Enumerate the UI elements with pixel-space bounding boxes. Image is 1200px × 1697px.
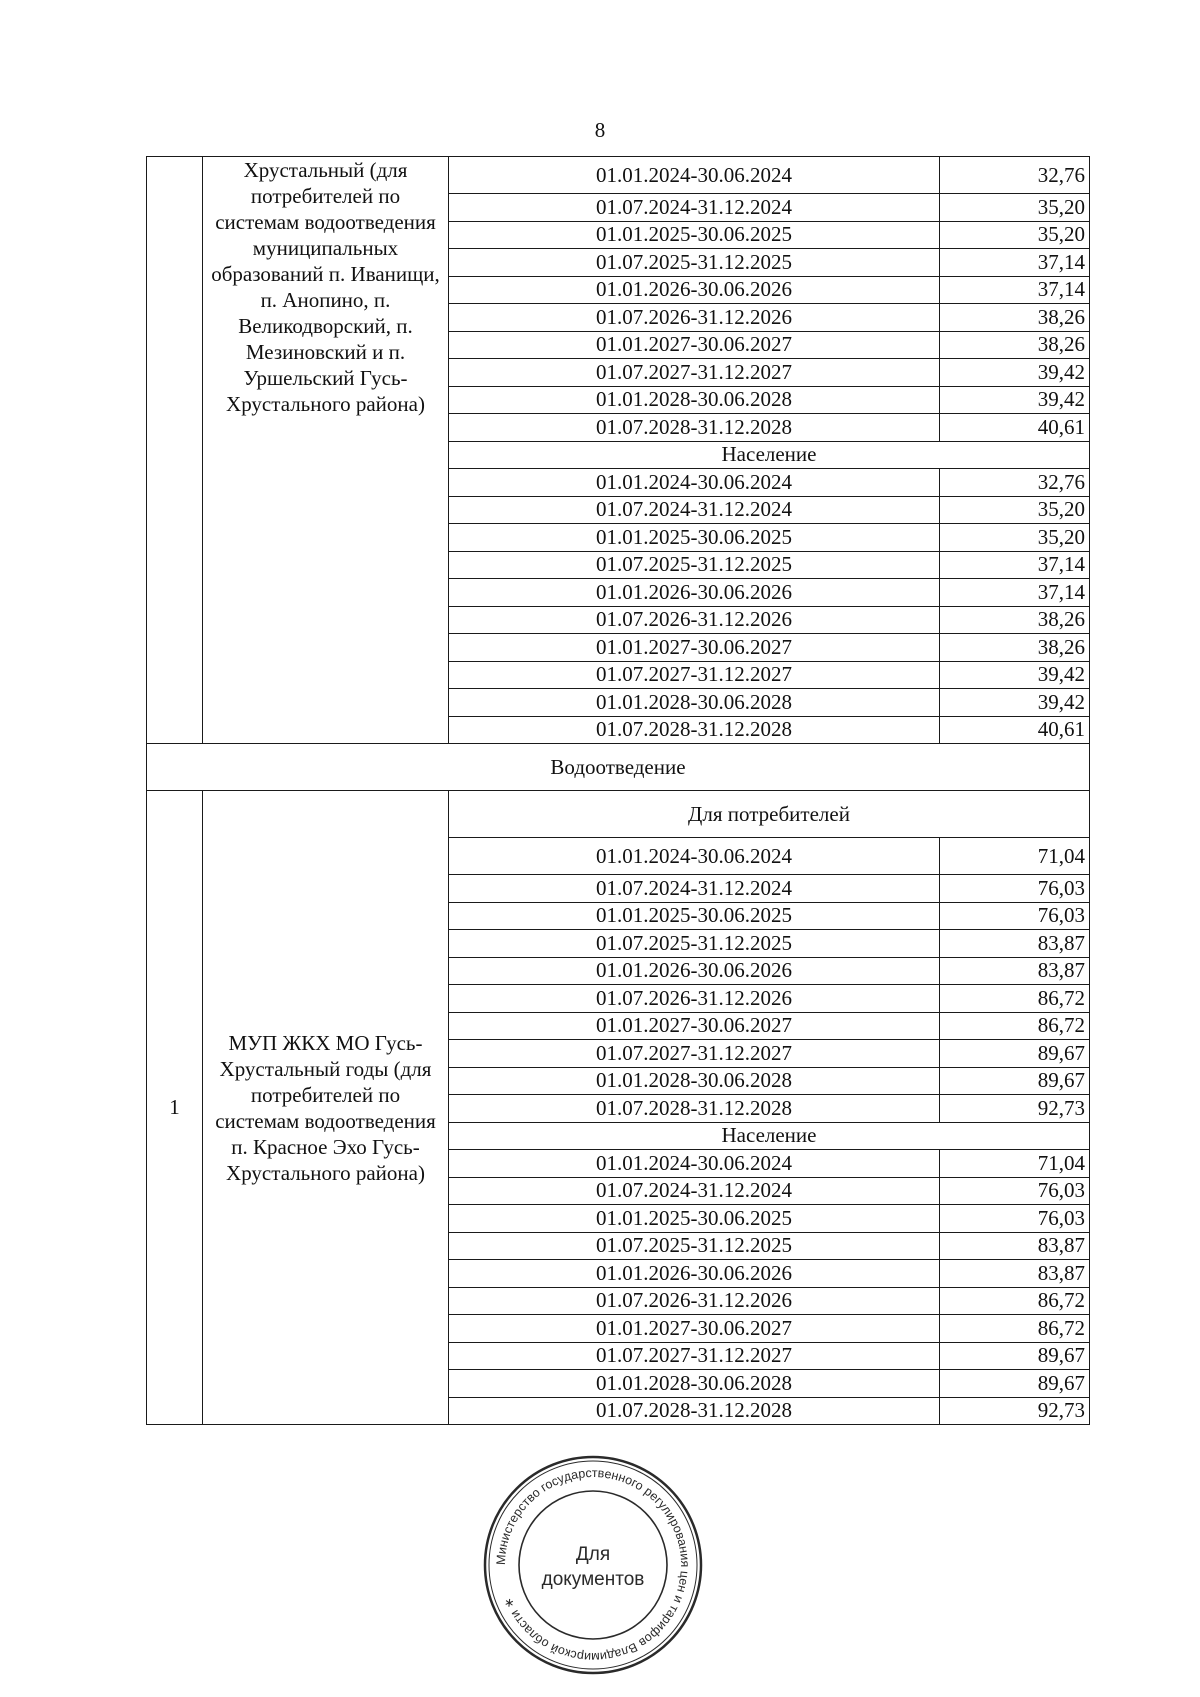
- period-cell: 01.07.2025-31.12.2025: [449, 249, 940, 277]
- period-cell: 01.01.2028-30.06.2028: [449, 1067, 940, 1095]
- stamp-center-line1: Для: [575, 1544, 611, 1565]
- period-cell: 01.07.2025-31.12.2025: [449, 930, 940, 958]
- section-block: [147, 744, 1090, 791]
- period-cell: 01.01.2026-30.06.2026: [449, 1260, 940, 1288]
- tariff-value-cell: 38,26: [940, 606, 1090, 634]
- period-cell: 01.07.2024-31.12.2024: [449, 496, 940, 524]
- organization-name: Хрустальный (для потребителей по системам водоотведения муниципальных образований п. Иванищи, п. Анопино, п. Великодворский, п. Мезиновский и п. Уршельский Гусь-Хрустального района): [203, 157, 449, 744]
- period-cell: 01.07.2028-31.12.2028: [449, 1095, 940, 1123]
- tariff-value-cell: 86,72: [940, 985, 1090, 1013]
- tariff-value-cell: 38,26: [940, 634, 1090, 662]
- row-number-cell: 1: [147, 791, 203, 1425]
- period-cell: 01.01.2026-30.06.2026: [449, 579, 940, 607]
- group-header-row: [147, 791, 1090, 838]
- period-cell: 01.01.2026-30.06.2026: [449, 957, 940, 985]
- period-cell: 01.07.2026-31.12.2026: [449, 985, 940, 1013]
- period-cell: 01.01.2027-30.06.2027: [449, 1012, 940, 1040]
- period-cell: 01.01.2025-30.06.2025: [449, 524, 940, 552]
- tariff-value-cell: 39,42: [940, 386, 1090, 414]
- stamp-inner-ring: [519, 1491, 667, 1639]
- period-cell: 01.01.2027-30.06.2027: [449, 634, 940, 662]
- tariff-value-cell: 86,72: [940, 1287, 1090, 1315]
- tariff-value-cell: 39,42: [940, 689, 1090, 717]
- tariff-value-cell: 32,76: [940, 469, 1090, 497]
- tariff-value-cell: 89,67: [940, 1040, 1090, 1068]
- page-number: 8: [594, 118, 606, 142]
- tariff-value-cell: 86,72: [940, 1012, 1090, 1040]
- tariff-value-cell: 35,20: [940, 524, 1090, 552]
- tariff-value-cell: 37,14: [940, 551, 1090, 579]
- period-cell: 01.01.2027-30.06.2027: [449, 1315, 940, 1343]
- tariff-value-cell: 89,67: [940, 1067, 1090, 1095]
- period-cell: 01.01.2025-30.06.2025: [449, 221, 940, 249]
- tariff-value-cell: 38,26: [940, 304, 1090, 332]
- period-cell: 01.07.2028-31.12.2028: [449, 716, 940, 744]
- tariff-value-cell: 92,73: [940, 1397, 1090, 1425]
- period-cell: 01.07.2027-31.12.2027: [449, 1040, 940, 1068]
- official-stamp: [478, 1450, 708, 1680]
- tariff-value-cell: 39,42: [940, 359, 1090, 387]
- organization-name: МУП ЖКХ МО Гусь-Хрустальный годы (для потребителей по системам водоотведения п. Красное Эхо Гусь-Хрустального района): [203, 791, 449, 1425]
- period-cell: 01.07.2028-31.12.2028: [449, 414, 940, 442]
- period-cell: 01.07.2028-31.12.2028: [449, 1397, 940, 1425]
- period-cell: 01.01.2025-30.06.2025: [449, 902, 940, 930]
- stamp-outer-ring-inner: [489, 1461, 697, 1669]
- period-cell: 01.01.2024-30.06.2024: [449, 469, 940, 497]
- tariff-value-cell: 76,03: [940, 875, 1090, 903]
- period-cell: 01.01.2028-30.06.2028: [449, 386, 940, 414]
- tariff-value-cell: 39,42: [940, 661, 1090, 689]
- tariff-value-cell: 83,87: [940, 1232, 1090, 1260]
- tariff-value-cell: 37,14: [940, 249, 1090, 277]
- period-cell: 01.07.2027-31.12.2027: [449, 359, 940, 387]
- period-cell: 01.07.2027-31.12.2027: [449, 1342, 940, 1370]
- period-cell: 01.01.2027-30.06.2027: [449, 331, 940, 359]
- tariff-value-cell: 35,20: [940, 221, 1090, 249]
- tariff-block-2: [147, 791, 1090, 1425]
- period-cell: 01.07.2026-31.12.2026: [449, 1287, 940, 1315]
- tariff-table: [146, 156, 1090, 1425]
- tariff-value-cell: 37,14: [940, 579, 1090, 607]
- stamp-outer-ring: [485, 1457, 701, 1673]
- row-number-cell: [147, 157, 203, 744]
- table-row: [147, 157, 1090, 194]
- tariff-value-cell: 83,87: [940, 957, 1090, 985]
- tariff-value-cell: 83,87: [940, 930, 1090, 958]
- period-cell: 01.07.2025-31.12.2025: [449, 1232, 940, 1260]
- tariff-value-cell: 35,20: [940, 194, 1090, 222]
- section-title: Водоотведение: [147, 744, 1090, 791]
- tariff-value-cell: 40,61: [940, 716, 1090, 744]
- period-cell: 01.01.2024-30.06.2024: [449, 1150, 940, 1178]
- tariff-value-cell: 76,03: [940, 1205, 1090, 1233]
- period-cell: 01.07.2024-31.12.2024: [449, 1177, 940, 1205]
- period-cell: 01.07.2027-31.12.2027: [449, 661, 940, 689]
- tariff-value-cell: 92,73: [940, 1095, 1090, 1123]
- tariff-value-cell: 32,76: [940, 157, 1090, 194]
- period-cell: 01.01.2024-30.06.2024: [449, 157, 940, 194]
- period-cell: 01.07.2024-31.12.2024: [449, 194, 940, 222]
- period-cell: 01.01.2028-30.06.2028: [449, 1370, 940, 1398]
- tariff-value-cell: 76,03: [940, 1177, 1090, 1205]
- tariff-value-cell: 89,67: [940, 1342, 1090, 1370]
- period-cell: 01.07.2026-31.12.2026: [449, 606, 940, 634]
- tariff-value-cell: 71,04: [940, 1150, 1090, 1178]
- tariff-value-cell: 35,20: [940, 496, 1090, 524]
- stamp-ring-text: Министерство государственного регулирования цен и тарифов Владимирской области ∗: [493, 1465, 693, 1665]
- period-cell: 01.07.2025-31.12.2025: [449, 551, 940, 579]
- period-cell: 01.01.2028-30.06.2028: [449, 689, 940, 717]
- stamp-center-line2: документов: [541, 1569, 645, 1590]
- period-cell: 01.07.2024-31.12.2024: [449, 875, 940, 903]
- tariff-value-cell: 86,72: [940, 1315, 1090, 1343]
- tariff-value-cell: 37,14: [940, 276, 1090, 304]
- group-label-consumers: Для потребителей: [449, 791, 1090, 838]
- tariff-value-cell: 71,04: [940, 838, 1090, 875]
- tariff-value-cell: 38,26: [940, 331, 1090, 359]
- tariff-value-cell: 40,61: [940, 414, 1090, 442]
- tariff-value-cell: 89,67: [940, 1370, 1090, 1398]
- period-cell: 01.01.2026-30.06.2026: [449, 276, 940, 304]
- period-cell: 01.01.2025-30.06.2025: [449, 1205, 940, 1233]
- tariff-value-cell: 83,87: [940, 1260, 1090, 1288]
- tariff-block-1: [147, 157, 1090, 744]
- group-label-population: Население: [449, 441, 1090, 469]
- tariff-value-cell: 76,03: [940, 902, 1090, 930]
- group-label-population: Население: [449, 1122, 1090, 1150]
- period-cell: 01.07.2026-31.12.2026: [449, 304, 940, 332]
- period-cell: 01.01.2024-30.06.2024: [449, 838, 940, 875]
